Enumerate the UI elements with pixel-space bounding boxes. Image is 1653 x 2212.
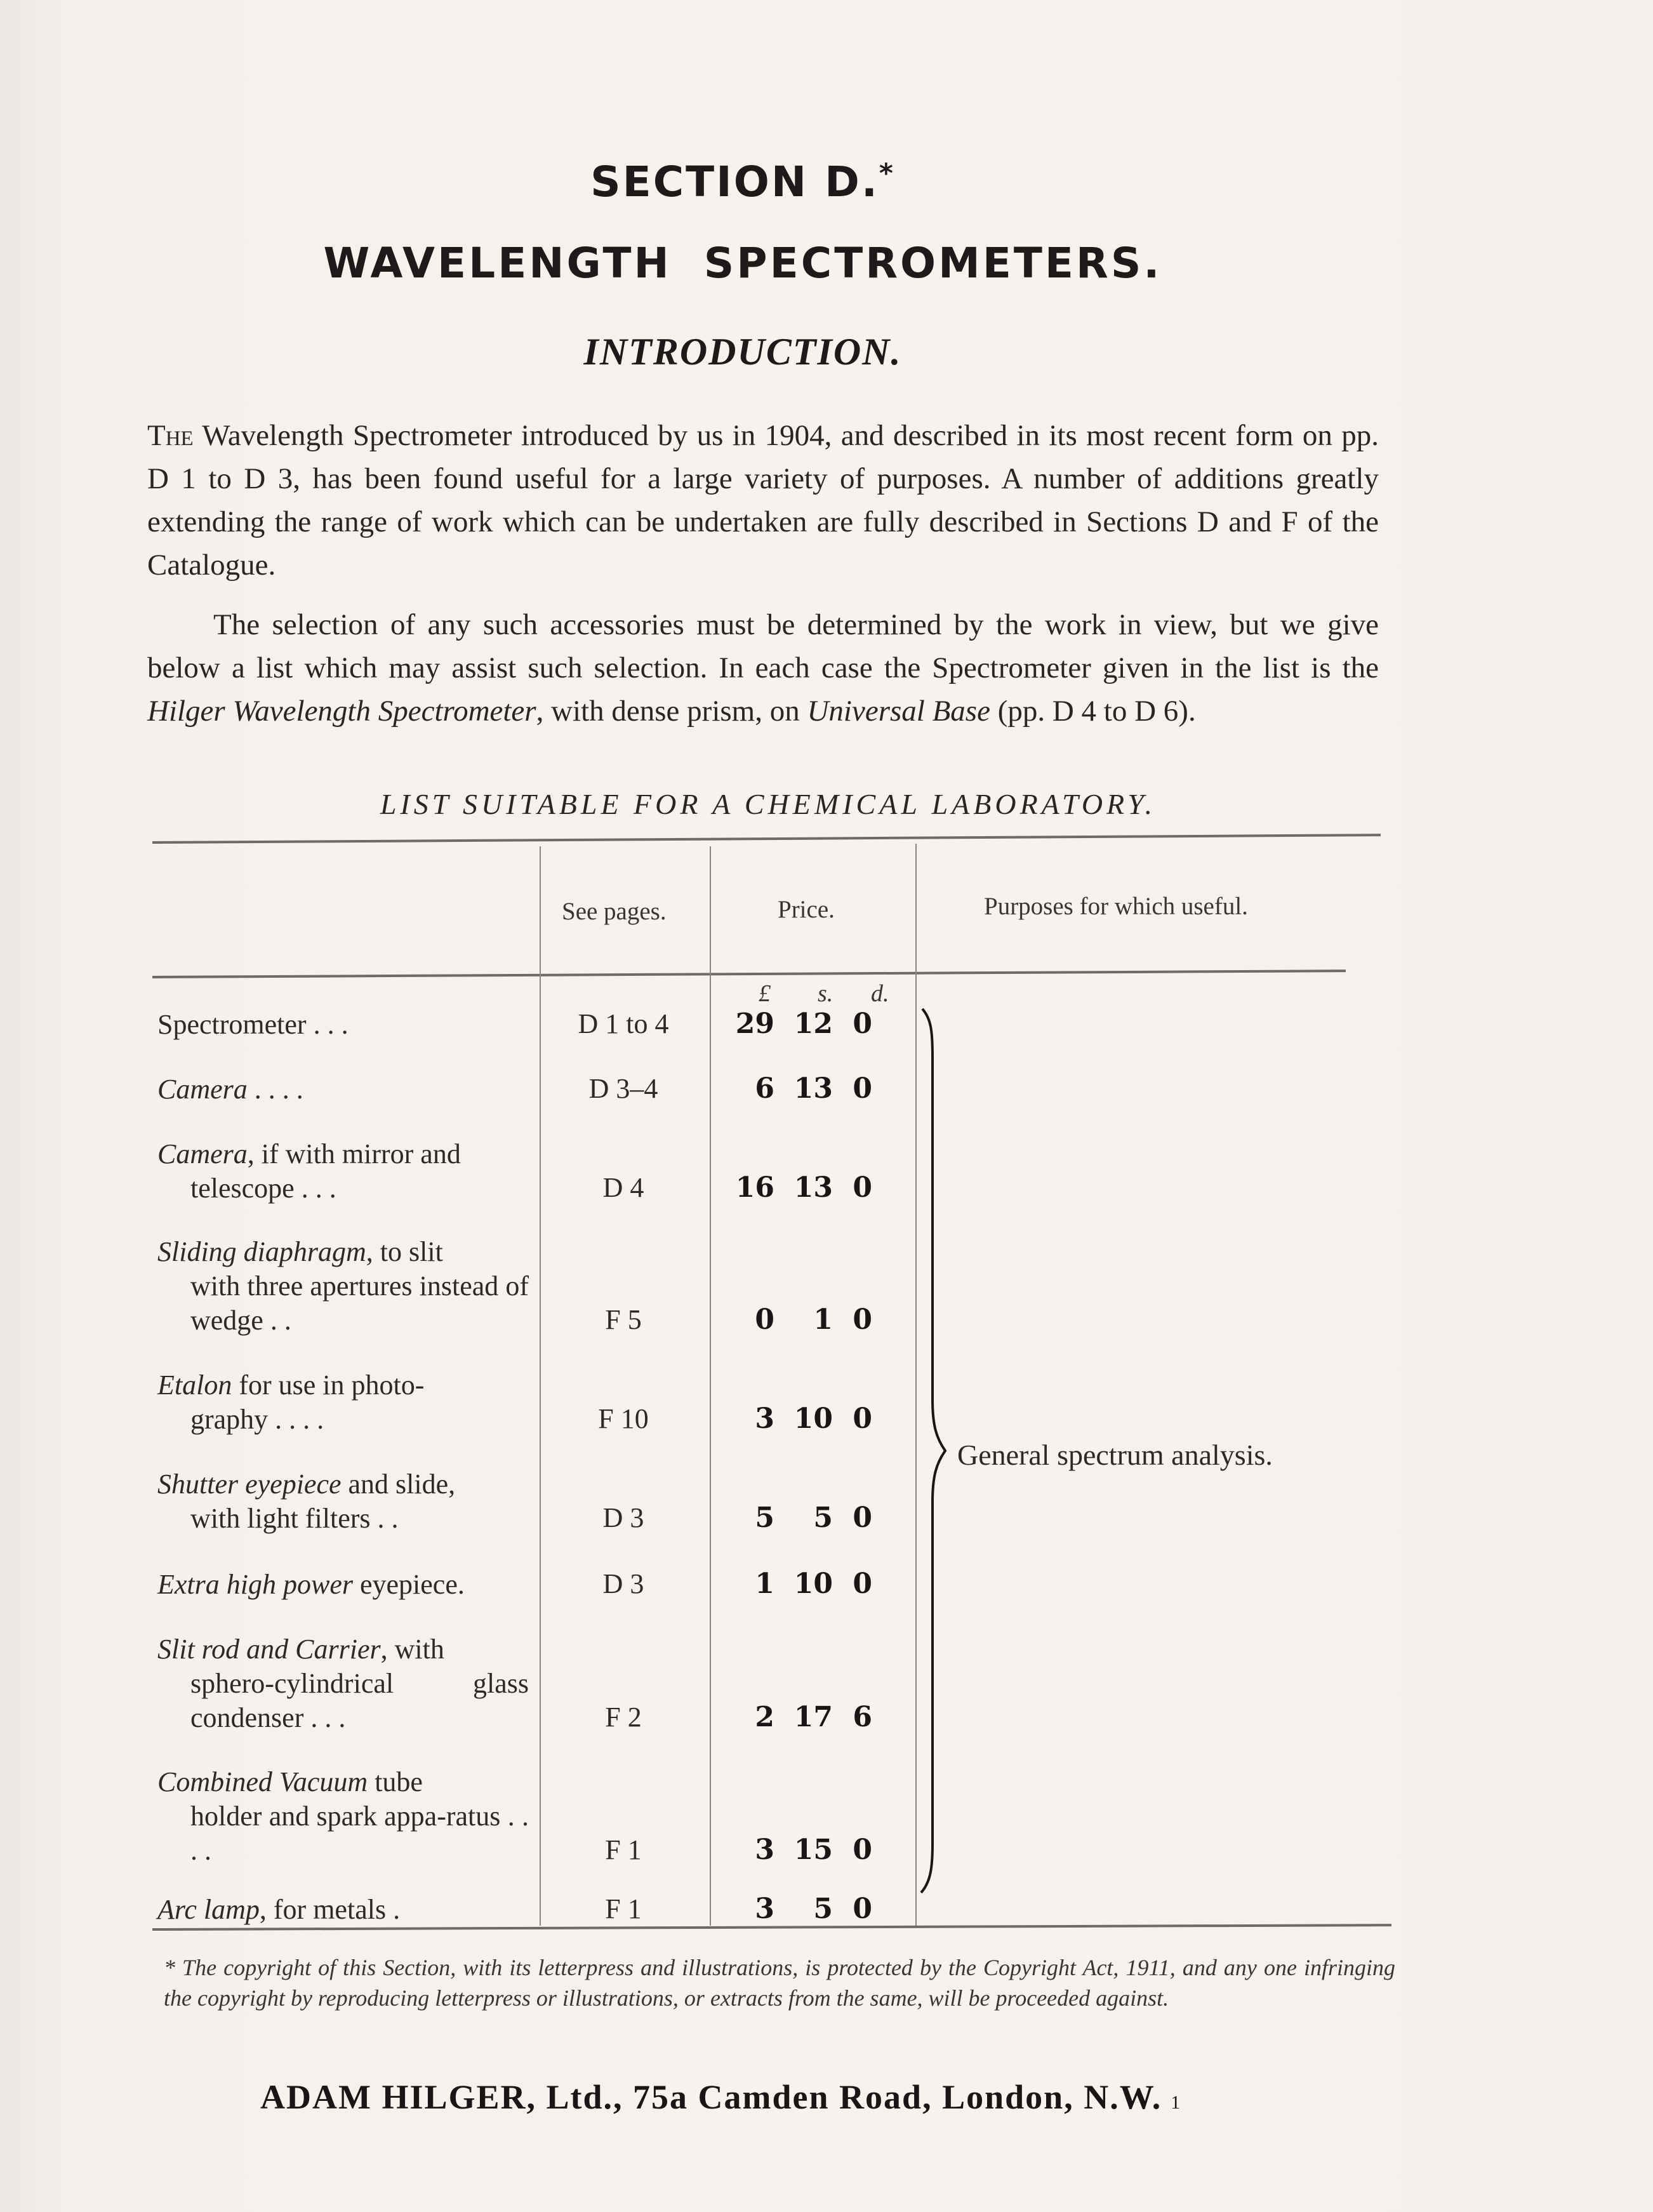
publisher-address: ADAM HILGER, Ltd., 75a Camden Road, London, N.W. (260, 2078, 1162, 2116)
list-title: LIST SUITABLE FOR A CHEMICAL LABORATORY. (380, 788, 1157, 820)
item-description: Sliding diaphragm, to slit with three apertures instead of wedge . . (157, 1236, 529, 1336)
price-pence: 0 (853, 1303, 872, 1336)
item-pages: D 4 (602, 1172, 644, 1203)
item-pages: D 3–4 (588, 1073, 658, 1104)
table-top-rule (152, 834, 1381, 844)
price-shillings: 17 (793, 1701, 833, 1733)
item-description: Shutter eyepiece and slide, with light filters . . (157, 1469, 456, 1534)
price-shillings: 5 (813, 1502, 833, 1534)
item-description: Slit rod and Carrier, with sphero-cylindrical glass condenser . . . (157, 1634, 529, 1733)
item-pages: F 5 (605, 1304, 642, 1335)
item-pages: D 3 (602, 1502, 644, 1533)
column-header-price: Price. (778, 896, 835, 923)
price-shillings: 5 (813, 1893, 833, 1925)
publisher-imprint (260, 2077, 1181, 2117)
price-shillings: 13 (793, 1072, 833, 1105)
item-description: Arc lamp, for metals . (157, 1894, 401, 1925)
column-header-pages: See pages. (562, 898, 667, 925)
item-pages: D 3 (602, 1568, 644, 1599)
price-pence: 0 (853, 1568, 872, 1600)
price-shillings: 12 (793, 1008, 833, 1040)
price-pounds: 6 (755, 1072, 774, 1105)
price-pence: 0 (853, 1008, 872, 1040)
item-pages: F 10 (598, 1403, 649, 1434)
price-pounds: 0 (755, 1303, 774, 1336)
item-description: Extra high power eyepiece. (157, 1569, 465, 1600)
price-pence: 0 (853, 1072, 872, 1105)
price-shillings: 15 (793, 1834, 833, 1866)
footnote-mark: * (879, 157, 895, 189)
item-description: Spectrometer . . . (157, 1009, 349, 1040)
price-pence: 6 (853, 1701, 872, 1733)
price-shillings: 10 (793, 1402, 833, 1435)
paragraph-text: (pp. D 4 to D 6). (990, 695, 1196, 728)
price-shillings: 1 (813, 1303, 833, 1336)
page-mark: 1 (1171, 2092, 1182, 2113)
price-pounds: 16 (735, 1171, 774, 1204)
price-pounds: 2 (755, 1701, 774, 1733)
price-shillings: 13 (793, 1171, 833, 1204)
emphasis-text: Hilger Wavelength Spectrometer (147, 695, 536, 728)
item-pages: F 1 (605, 1834, 642, 1865)
column-divider (915, 844, 917, 1926)
item-description: Camera, if with mirror and telescope . . . (157, 1138, 461, 1204)
drop-word: The (147, 419, 194, 452)
column-header-purposes: Purposes for which useful. (984, 893, 1248, 920)
pence-unit: d. (871, 980, 889, 1007)
intro-paragraph-1 (147, 414, 1379, 587)
section-label: SECTION D. (590, 157, 879, 206)
shillings-unit: s. (818, 980, 833, 1007)
section-heading (0, 157, 1485, 206)
item-description: Camera . . . . (157, 1074, 303, 1105)
header-bottom-rule (152, 969, 1346, 978)
price-pounds: 3 (755, 1893, 774, 1925)
price-pounds: 5 (755, 1502, 774, 1534)
price-shillings: 10 (793, 1568, 833, 1600)
paragraph-text: , with dense prism, on (536, 695, 807, 728)
price-pence: 0 (853, 1893, 872, 1925)
curly-brace-icon (917, 1006, 955, 1895)
price-pounds: 3 (755, 1402, 774, 1435)
price-pence: 0 (853, 1502, 872, 1534)
item-pages: F 2 (605, 1702, 642, 1733)
emphasis-text: Universal Base (807, 695, 990, 728)
price-pounds: 1 (755, 1568, 774, 1600)
paragraph-text: Wavelength Spectrometer introduced by us in 1904, and described in its most recent form on pp. D 1 to D 3, has been found useful for a large variety of purposes. A number of additions greatly extending the range of work which can be undertaken are fully described in Sections D and F of the Catalogue. (147, 419, 1379, 582)
price-pounds: 29 (735, 1008, 774, 1040)
copyright-footnote: * The copyright of this Section, with its letterpress and illustrations, is protected by the Copyright Act, 1911, and any one infringing the copyright by reproducing letterpress or illustrations, or extracts from the same, will be proceeded against. (164, 1955, 1395, 2011)
price-pence: 0 (853, 1171, 872, 1204)
intro-paragraph-2 (147, 603, 1379, 733)
item-pages: D 1 to 4 (578, 1008, 669, 1039)
pounds-unit: £ (759, 980, 771, 1007)
price-pounds: 3 (755, 1834, 774, 1866)
item-description: Etalon for use in photo- graphy . . . . (157, 1369, 425, 1435)
price-pence: 0 (853, 1834, 872, 1866)
price-pence: 0 (853, 1402, 872, 1435)
item-pages: F 1 (605, 1893, 642, 1924)
purpose-text: General spectrum analysis. (957, 1439, 1273, 1471)
item-description: Combined Vacuum tube holder and spark appa-ratus . . . . (157, 1766, 529, 1866)
introduction-heading: INTRODUCTION. (583, 331, 902, 373)
paragraph-text: The selection of any such accessories must be determined by the work in view, but we give below a list which may assist such selection. In each case the Spectrometer given in the list is the (147, 608, 1379, 684)
page-title: WAVELENGTH SPECTROMETERS. (323, 239, 1162, 288)
price-list-table (152, 841, 1391, 1933)
